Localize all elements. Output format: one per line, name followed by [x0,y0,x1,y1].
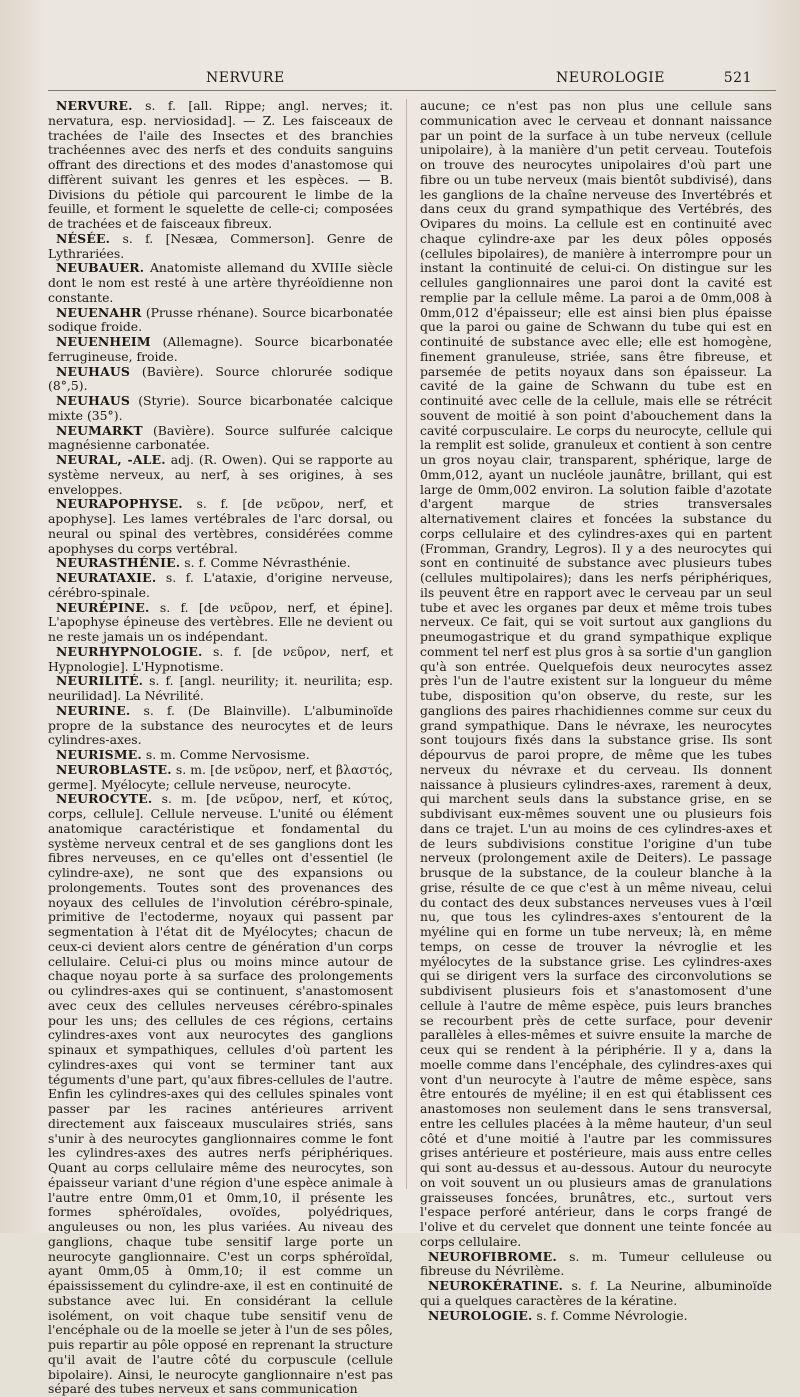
entry-definition: s. m. Comme Nervosisme. [145,747,310,762]
entry-term: NEUHAUS [56,393,131,408]
dictionary-entry [420,1250,772,1280]
entry-definition: s. m. [de νεῦρον, nerf, et βλαστός, germe]. Myélocyte; cellule nerveuse, neurocyte. [48,761,393,792]
entry-term: NEUHAUS [56,363,131,379]
entry-definition: s. f. [Nesæa, Commerson]. Genre de Lythrariées. [48,230,393,261]
entry-term: NÉSÉE. [56,230,111,246]
entry-term: NEUENAHR [56,304,142,320]
dictionary-entry [420,99,772,1250]
entry-term: NEUROFIBROME. [428,1248,557,1264]
entry-term: NEURASTHÉNIE. [56,555,181,571]
column-divider [406,99,407,1189]
header-left-word: NERVURE [206,70,285,86]
entry-term: NEURHYPNOLOGIE. [56,643,203,659]
entry-definition: s. f. [angl. neurility; it. neurilita; esp. neurilidad]. La Névrilité. [48,673,393,703]
entry-term: NEUROCYTE. [56,791,153,807]
entry-definition: Anatomiste allemand du XVIIIe siècle dont le nom est resté à une artère thyréoïdienne non constante. [48,260,393,305]
entry-definition: s. m. [de νεῦρον, nerf, et κύτος, corps, cellule]. Cellule nerveuse. L'unité ou élément anatomique caractéristique et fondamental du système nerveux central et de ses ganglions dont les fibres nerveuses, en ce qu'elles ont d'essentiel (le cylindre-axe), ne sont que des expansions ou prolongements. Toutes sont des provenances des noyaux des cellules de l'involution cérébro-spinale, primitive de l'ectoderme, noyaux qui passent par segmentation à l'état dit de Myélocytes; chacun de ceux-ci devient alors centre de génération d'un corps cellulaire. Celui-ci plus ou moins mince autour de chaque noyau porte à sa surface des prolongements ou cylindres-axes qui se continuent, s'anastomosent avec ceux des cellules nerveuses cérébro-spinales pour les uns; des cellules de ces régions, certains cylindres-axes vont aux neurocytes des ganglions spinaux et sympathiques, cellules d'où partent les cylindres-axes qui vont se terminer tant aux téguments d'une part, qu'aux fibres-cellules de l'autre. Enfin les cylindres-axes qui des cellules spinales vont passer par les racines antérieures arrivent directement aux faisceaux musculaires striés, sans s'unir à des neurocytes ganglionnaires comme le font les cylindres-axes des autres nerfs périphériques. Quant au corps cellulaire même des neurocytes, son épaisseur variant d'une région d'une espèce animale à l'autre entre 0mm,01 et 0mm,10, il présente les formes sphéroïdales, ovoïdes, polyédriques, anguleuses ou non, les plus variées. Au niveau des ganglions, chaque tube sensitif large porte un neurocyte ganglionnaire. C'est un corps sphéroïdal, ayant 0mm,05 à 0mm,10; il est comme un épaississement du cylindre-axe, il est en continuité de substance avec lui. En considérant la cellule isolément, on voit chaque tube sensitif venu de l'encéphale ou de la moelle se jeter à l'un de ses pôles, puis repartir au pôle opposé en reprenant la structure qu'il avait de l'autre côté du corpuscule (cellule bipolaire). Ainsi, le neurocyte ganglionnaire n'est pas séparé des tubes nerveux et sans communication [48,791,393,1397]
entry-term: NEUROLOGIE. [428,1307,533,1323]
dictionary-entry [48,792,393,1397]
dictionary-entry [48,556,393,571]
dictionary-entry [48,748,393,763]
dictionary-entry [48,306,393,336]
entry-definition: (Prusse rhénane). Source bicarbonatée sodique froide. [48,304,393,335]
entry-term: NEURAL, -ALE. [56,452,166,467]
left-column [48,98,393,1397]
dictionary-entry [48,645,393,675]
entry-term: NEURAPOPHYSE. [56,496,183,512]
dictionary-entry [48,453,393,497]
running-header [48,70,770,90]
entry-definition: s. f. Comme Névrasthénie. [184,555,351,571]
dictionary-entry [420,1279,772,1309]
entry-definition: s. f. [de νεῦρον, nerf, et apophyse]. Les lames vertébrales de l'arc dorsal, ou neural ou spinal des vertèbres, considérées comme apophyses du corps vertébral. [48,496,393,556]
entry-definition: (Bavière). Source sulfurée calcique magnésienne carbonatée. [48,422,393,453]
entry-definition: s. f. [all. Rippe; angl. nerves; it. nervatura, esp. nerviosidad]. — Z. Les faisceaux de trachées de l'aile des Insectes et des branchies trachéennes avec des nerfs et des conduits sanguins offrant des directions et des modes d'anastomose qui diffèrent suivant les genres et les espèces. — B. Divisions du pétiole qui parcourent le limbe de la feuille, et forment le squelette de celle-ci; composées de trachées et de faisceaux fibreux. [48,98,393,231]
entry-definition: s. f. L'ataxie, d'origine nerveuse, cérébro-spinale. [48,570,393,600]
dictionary-entry [48,261,393,305]
dictionary-entry [48,571,393,601]
entry-definition: (Styrie). Source bicarbonatée calcique mixte (35°). [48,393,393,423]
entry-term: NEURILITÉ. [56,673,144,689]
dictionary-entry [48,365,393,395]
dictionary-entry [48,601,393,645]
right-column [420,98,772,1323]
entry-definition: (Allemagne). Source bicarbonatée ferrugineuse, froide. [48,334,393,364]
entry-term: NEUROKÉRATINE. [428,1278,564,1293]
dictionary-entry [48,763,393,793]
dictionary-entry [48,232,393,262]
entry-definition: aucune; ce n'est pas non plus une cellule sans communication avec le cerveau et donnant naissance par un point de la surface à un tube nerveux (cellule unipolaire), à la manière d'un petit cerveau. Toutefois on trouve des neurocytes unipolaires d'où part une fibre ou un tube nerveux (mais bientôt subdivisé), dans les ganglions de la chaîne nerveuse des Invertébrés et dans ceux du grand sympathique des Vertébrés, des Ovipares du moins. La cellule est en continuité avec chaque cylindre-axe par les deux pôles opposés (cellules bipolaires), de manière à interrompre pour un instant la continuité de celui-ci. On distingue sur les cellules ganglionnaires une paroi dont la cavité est remplie par la cellule même. La paroi a de 0mm,008 à 0mm,012 d'épaisseur; elle est ainsi bien plus épaisse que la paroi ou gaine de Schwann du tube qui est en continuité de substance avec elle; elle est homogène, finement granuleuse, striée, sans être fibreuse, et parsemée de petits noyaux dans son épaisseur. La cavité de la gaine de Schwann du tube est en continuité avec celle de la cellule, mais elle se rétrécit souvent de moitié à son point d'abouchement dans la cavité corpusculaire. Le corps du neurocyte, cellule qui la remplit est solide, granuleux et contient à son centre un gros noyau clair, transparent, sphérique, large de 0mm,012, ayant un nucléole jaunâtre, brillant, qui est large de 0mm,002 environ. La solution faible d'azotate d'argent marque de stries transversales alternativement claires et foncées la substance du corps cellulaire et des cylindres-axes qui en partent (Fromman, Grandry, Legros). Il y a des neurocytes qui sont en continuité de substance avec plusieurs tubes (cellules multipolaires); dans les nerfs périphériques, ils peuvent être en rapport avec le cerveau par un seul tube et avec les organes par deux et même trois tubes nerveux. Ce fait, qui se voit surtout aux ganglions du pneumogastrique et du grand sympathique explique comment tel nerf est plus gros à sa sortie d'un ganglion qu'à son entrée. Quelquefois deux neurocytes assez près l'un de l'autre existent sur la longueur du même tube, disposition qu'on observe, du reste, sur les ganglions des paires rhachidiennes comme sur ceux du grand sympathique. Dans le névraxe, les neurocytes sont toujours fixés dans la substance grise. Ils sont dépourvus de paroi propre, de même que les tubes nerveux du névraxe et du cerveau. Ils donnent naissance à plusieurs cylindres-axes, rarement à deux, qui marchent seuls dans la substance grise, en se subdivisant eux-mêmes souvent une ou plusieurs fois dans ce trajet. L'un au moins de ces cylindres-axes et de leurs subdivisions constitue l'origine d'un tube nerveux (prolongement axile de Deiters). Le passage brusque de la substance, de la couleur blanche à la grise, résulte de ce que c'est à un même niveau, celui du contact des deux substances nerveuses vues à l'œil nu, que tous les cylindres-axes s'entourent de la myéline qui en forme un tube nerveux; là, en même temps, on cesse de trouver la névroglie et les myélocytes de la substance grise. Les cylindres-axes qui se dirigent vers la surface des circonvolutions se subdivisent plusieurs fois et s'anastomosent d'une cellule à l'autre de même espèce, puis leurs branches se recourbent près de cette surface, pour devenir parallèles à elles-mêmes et suivre ensuite la marche de ceux qui se rendent à la périphérie. Il y a, dans la moelle comme dans l'encéphale, des cylindres-axes qui vont d'un neurocyte à l'autre de même espèce, sans être entourés de myéline; il en est qui établissent ces anastomoses non seulement dans le sens transversal, entre les cellules placées à la même hauteur, d'un seul côté et d'une moitié à l'autre par les commissures grises antérieure et postérieure, mais auss entre celles qui sont au-dessus et au-dessous. Autour du neurocyte on voit souvent un ou plusieurs amas de granulations graisseuses foncées, brunâtres, etc., surtout vers l'espace perforé antérieur, dans le corps frangé de l'olive et du cervelet que donnent une teinte foncée au corps cellulaire. [420,98,772,1249]
dictionary-entry [48,704,393,748]
entry-term: NEUROBLASTE. [56,761,172,777]
page-number: 521 [723,70,752,86]
dictionary-entry [48,424,393,454]
entry-term: NEURÉPINE. [56,599,150,615]
dictionary-entry [48,99,393,232]
dictionary-entry [48,394,393,424]
entry-definition: s. m. Tumeur celluleuse ou fibreuse du Névrilème. [420,1248,772,1279]
entry-definition: s. f. Comme Névrologie. [536,1307,688,1323]
dictionary-entry [48,497,393,556]
entry-definition: (Bavière). Source chlorurée sodique (8°,5). [48,363,393,394]
header-rule [48,90,776,91]
dictionary-entry [420,1309,772,1324]
entry-definition: s. f. La Neurine, albuminoïde qui a quelques caractères de la kératine. [420,1278,772,1308]
header-right-word: NEUROLOGIE [556,70,665,86]
entry-definition: adj. (R. Owen). Qui se rapporte au système nerveux, au nerf, à ses origines, à ses enveloppes. [48,452,393,497]
entry-term: NEURISME. [56,747,142,762]
entry-definition: s. f. [de νεῦρον, nerf, et épine]. L'apophyse épineuse des vertèbres. Elle ne devient ou ne reste jamais un os indépendant. [48,599,393,644]
entry-term: NEURATAXIE. [56,570,157,585]
dictionary-entry [48,335,393,365]
entry-definition: s. f. (De Blainville). L'albuminoïde propre de la substance des neurocytes et de leurs cylindres-axes. [48,702,393,748]
entry-term: NERVURE. [56,98,133,113]
entry-term: NEUBAUER. [56,260,145,276]
entry-term: NEUMARKT [56,422,143,438]
dictionary-entry [48,674,393,704]
entry-definition: s. f. [de νεῦρον, nerf, et Hypnologie]. L'Hypnotisme. [48,643,393,674]
entry-term: NEUENHEIM [56,334,151,349]
entry-term: NEURINE. [56,702,131,718]
